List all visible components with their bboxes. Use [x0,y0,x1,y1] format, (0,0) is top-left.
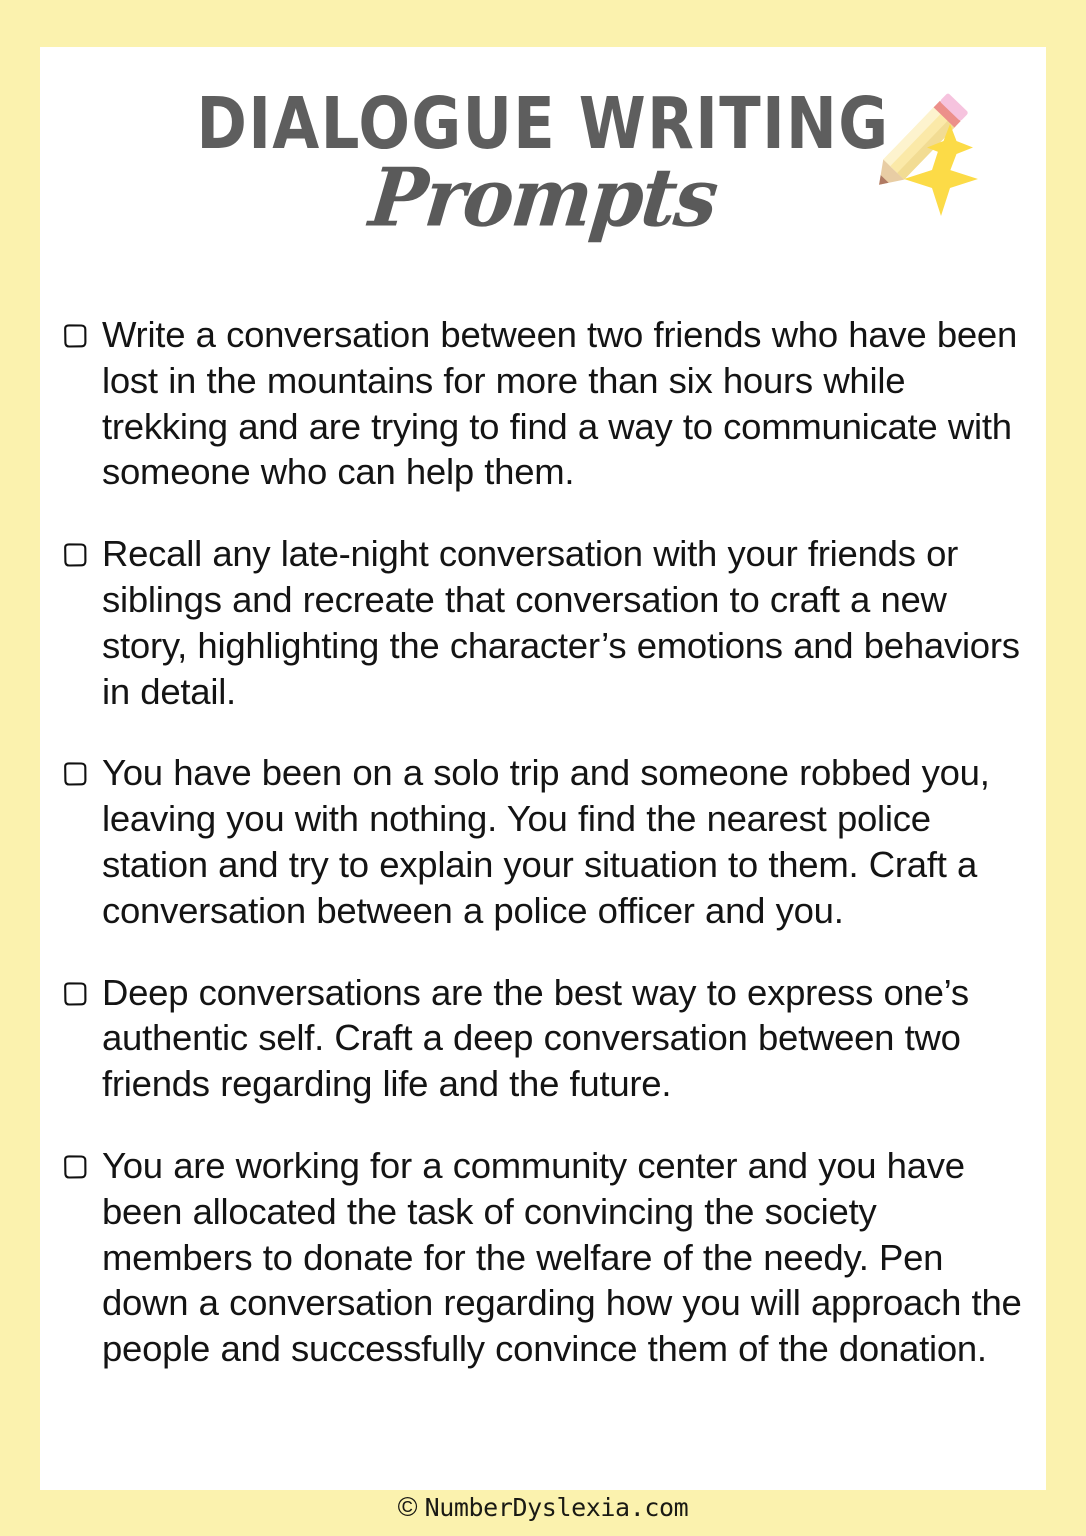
prompt-item[interactable] [62,312,1022,495]
page-title-line1: DIALOGUE WRITING [196,82,890,165]
pencil-sparkles-icon [852,92,987,222]
prompt-text: Write a conversation between two friends who have been lost in the mountains for more than six hours while trekking and are trying to find a way to communicate with someone who can help them. [102,314,1018,493]
prompt-text: You are working for a community center and you have been allocated the task of convincing the society members to donate for the welfare of the needy. Pen down a conversation regarding how you will approach the people and successfully convince them of the donation. [102,1144,1022,1370]
footer [0,1490,1086,1524]
checkbox-empty-icon[interactable] [62,981,88,1007]
prompt-text: Deep conversations are the best way to express one’s authentic self. Craft a deep conversation between two friends regarding life and the future. [102,971,969,1105]
checkbox-empty-icon[interactable] [62,761,88,787]
page-title-line2: Prompts [365,150,721,245]
checkbox-empty-icon[interactable] [62,323,88,349]
prompt-item[interactable] [62,1143,1022,1372]
checkbox-empty-icon[interactable] [62,542,88,568]
prompt-item[interactable] [62,750,1022,933]
prompt-item[interactable] [62,531,1022,714]
checkbox-empty-icon[interactable] [62,1154,88,1180]
prompt-text: You have been on a solo trip and someone robbed you, leaving you with nothing. You find the nearest police station and try to explain your situation to them. Craft a conversation between a police officer and you. [102,752,990,931]
site-name: NumberDyslexia.com [424,1492,689,1522]
prompt-item[interactable] [62,970,1022,1107]
worksheet-card [40,47,1046,1490]
prompt-list [62,312,1022,1372]
prompt-text: Recall any late-night conversation with your friends or siblings and recreate that conversation to craft a new story, highlighting the character’s emotions and behaviors in detail. [102,533,1020,712]
worksheet-header [40,47,1046,292]
copyright-icon: © [397,1491,418,1522]
